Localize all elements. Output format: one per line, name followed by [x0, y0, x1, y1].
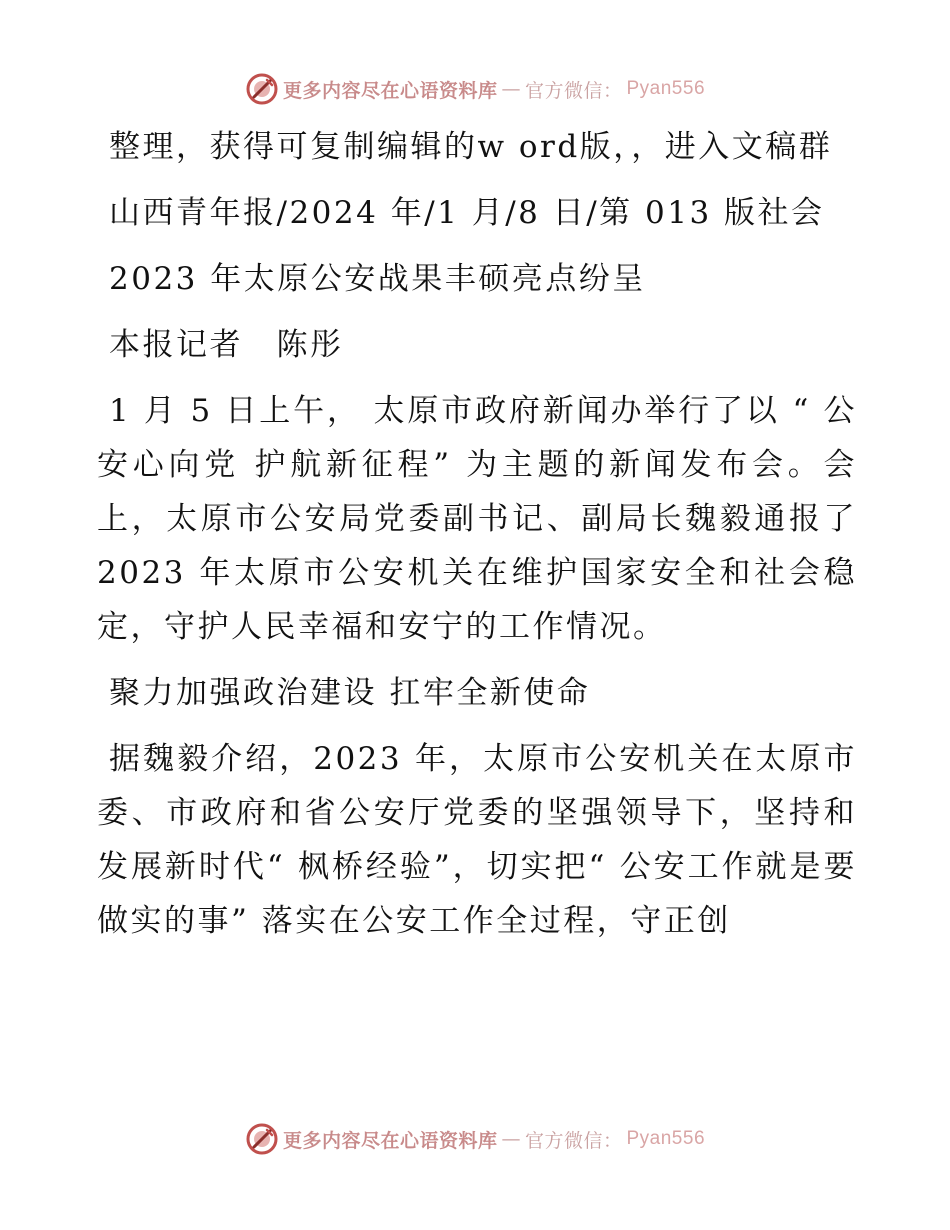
watermark-main-text: 更多内容尽在心语资料库 — [282, 1129, 498, 1152]
article-author: 本报记者 陈彤 — [109, 327, 344, 363]
footer-watermark — [0, 1122, 950, 1156]
body-paragraph-2: 据魏毅介绍，2023 年，太原市公安机关在太原市委、市政府和省公安厅党委的坚强领导下，坚持和发展新时代“ 枫桥经验”，切实把“ 公安工作就是要做实的事” 落实在公安工作全过程，守正创 — [97, 741, 857, 939]
body-paragraph-1: 1 月 5 日上午， 太原市政府新闻办举行了以 “ 公安心向党 护航新征程” 为主题的新闻发布会。会上，太原市公安局党委副书记、副局长魏毅通报了 2023 年太原市公安机关在维护国家安全和社会稳定，守护人民幸福和安宁的工作情况。 — [97, 393, 857, 645]
watermark-main-text: 更多内容尽在心语资料库 — [282, 79, 498, 102]
publication-meta: 山西青年报/2024 年/1 月/8 日/第 013 版社会 — [109, 195, 825, 231]
logo-icon — [245, 72, 279, 106]
intro-paragraph: 整理，获得可复制编辑的w ord版，，进入文稿群 — [109, 129, 833, 165]
logo-icon — [245, 1122, 279, 1156]
document-body — [97, 120, 857, 948]
watermark-sub-text: 官方微信： — [524, 1129, 623, 1152]
section-heading: 聚力加强政治建设 扛牢全新使命 — [109, 675, 591, 711]
watermark-handle: Pyan556 — [626, 1128, 706, 1149]
header-watermark — [0, 72, 950, 106]
article-title: 2023 年太原公安战果丰硕亮点纷呈 — [109, 261, 646, 297]
watermark-sub-text: 官方微信： — [524, 79, 623, 102]
watermark-dash: — — [501, 78, 521, 100]
watermark-dash: — — [501, 1128, 521, 1150]
watermark-handle: Pyan556 — [626, 78, 706, 99]
